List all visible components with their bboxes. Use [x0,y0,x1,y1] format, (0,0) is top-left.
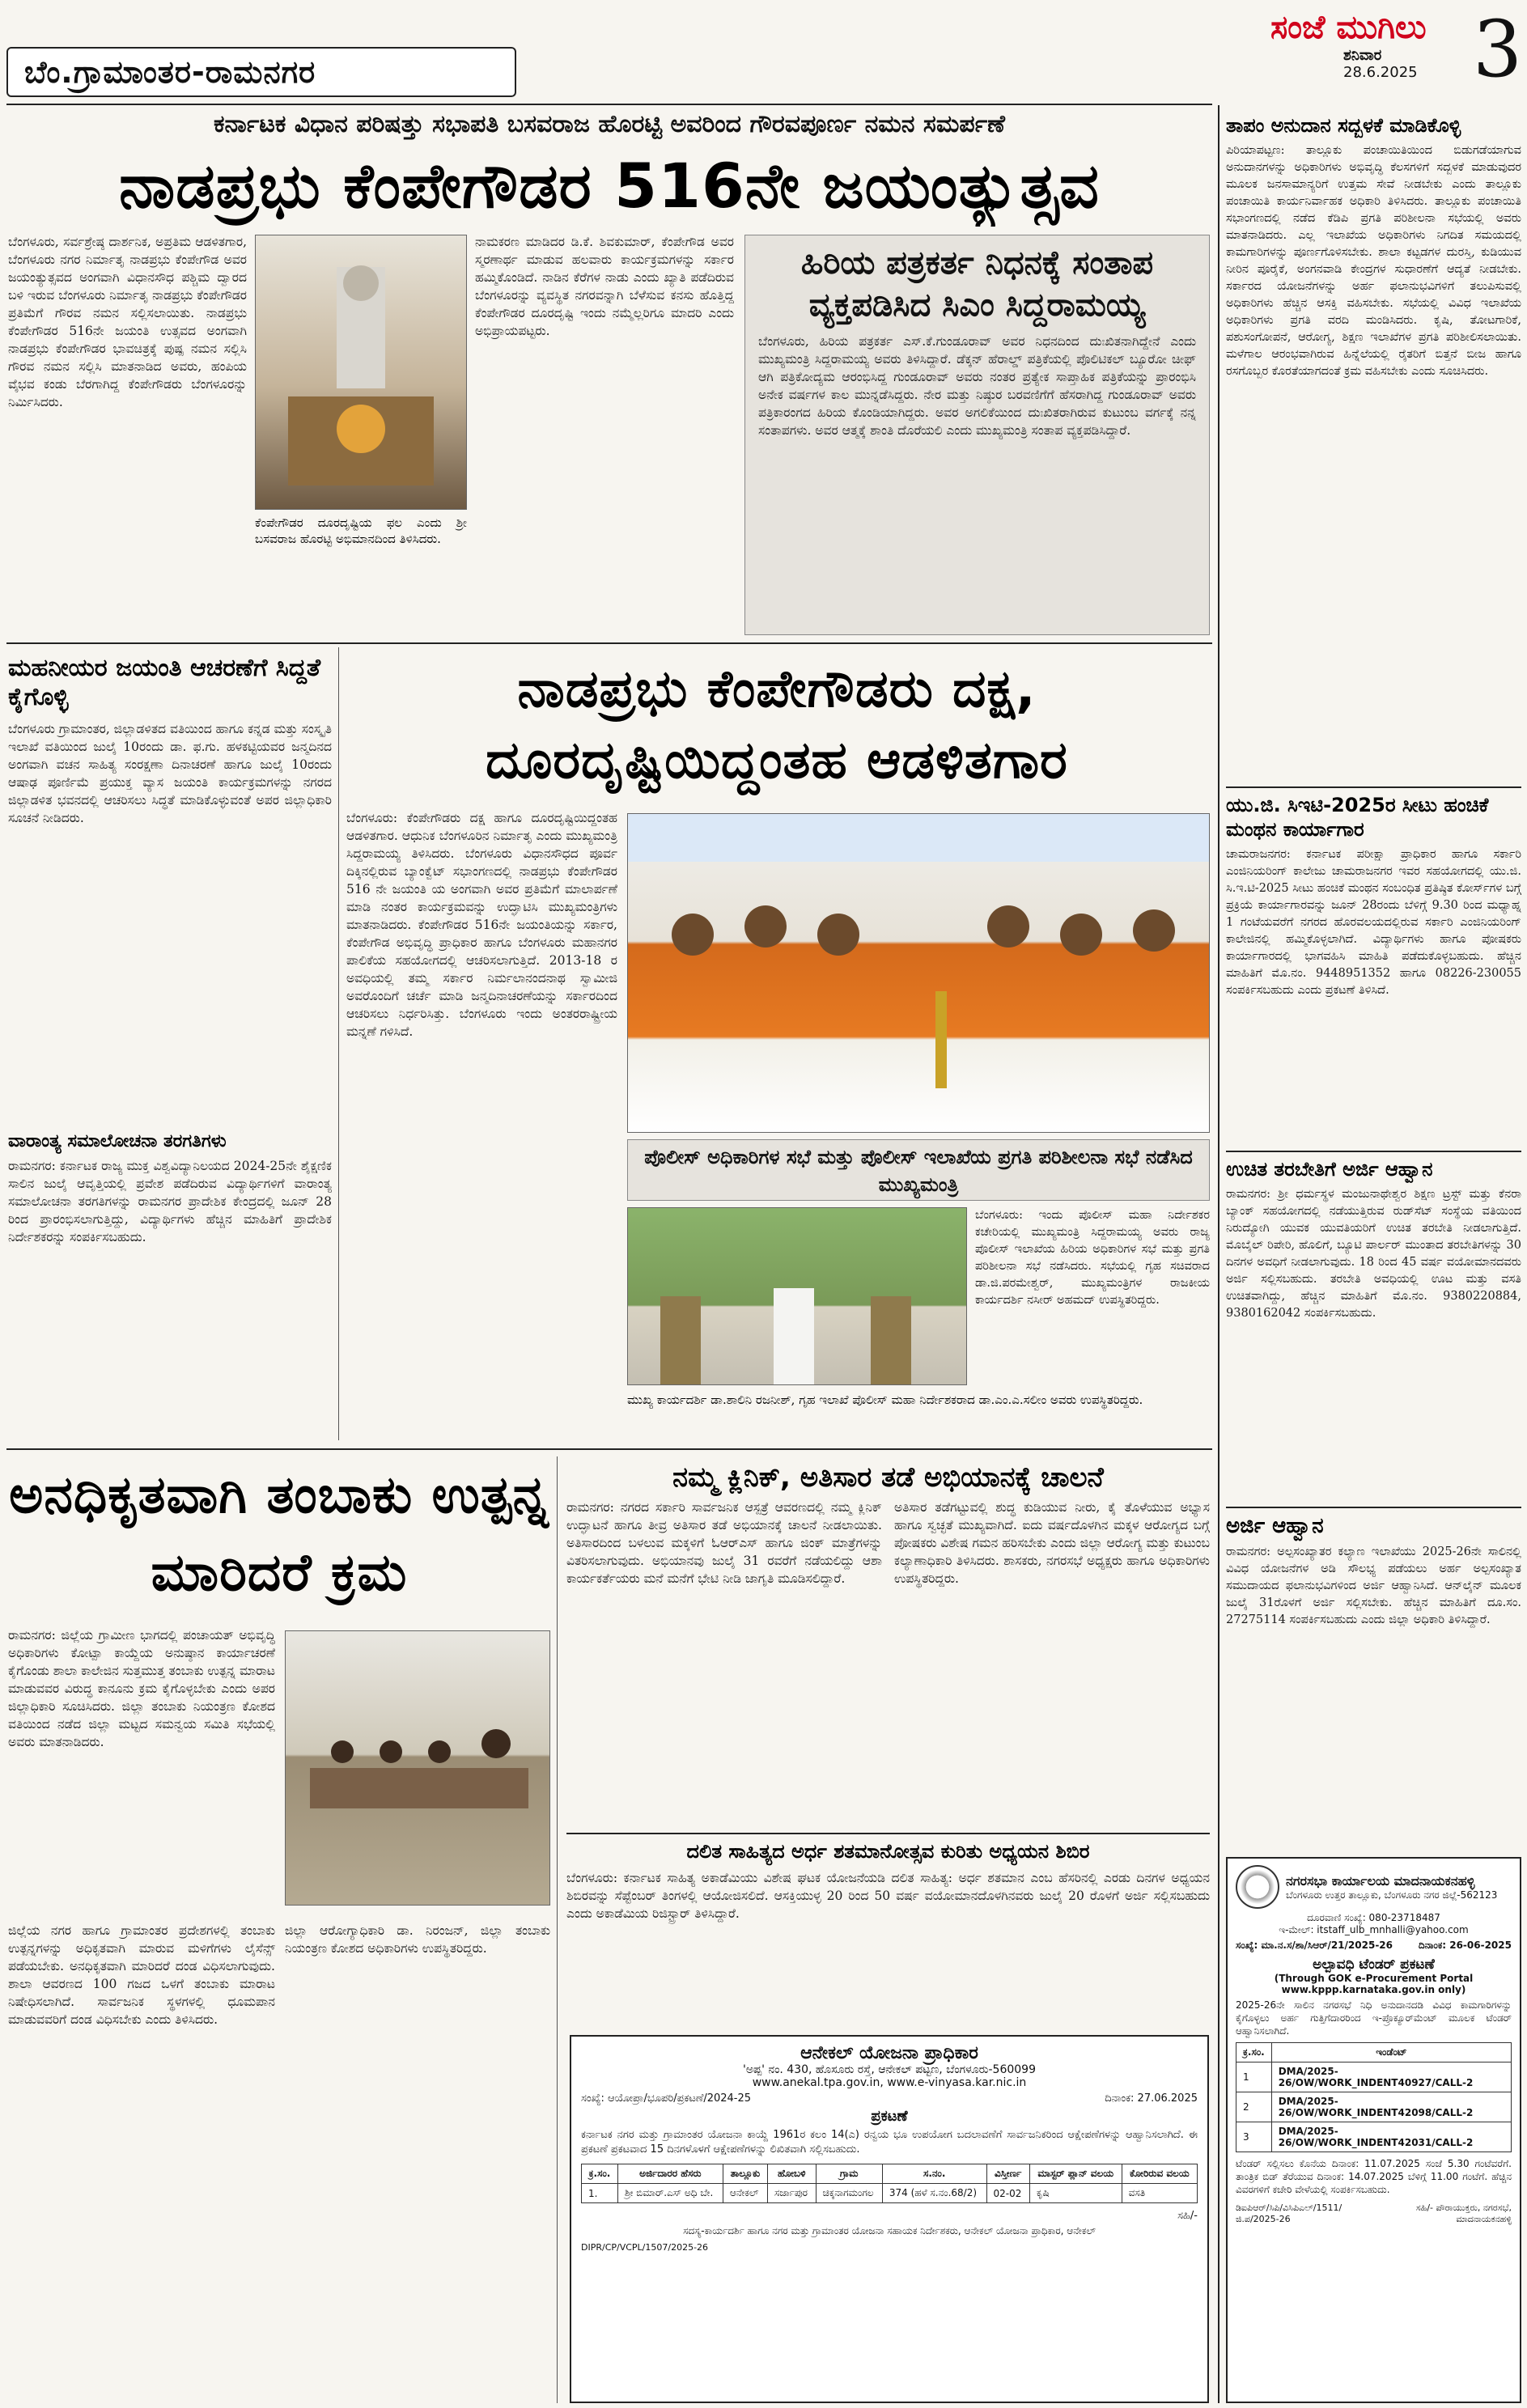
police-photo-icon [628,1207,966,1385]
mahaniyara-headline: ಮಹನೀಯರ ಜಯಂತಿ ಆಚರಣೆಗೆ ಸಿದ್ದತೆ ಕೈಗೊಳ್ಳಿ [8,654,321,711]
th-village: ಗ್ರಾಮ [816,2164,882,2184]
tender-intro: 2025-26ನೇ ಸಾಲಿನ ನಗರಸಭೆ ನಿಧಿ ಅನುದಾನದಡಿ ವಿವಿಧ ಕಾಮಗಾರಿಗಳನ್ನು ಕೈಗೊಳ್ಳಲು ಅರ್ಹ ಗುತ್ತಿಗೆದಾರರಿಂದ ಇ-ಪ್ರೊಕ್ಯೂರ್‌ಮೆಂಟ್ ಮೂಲಕ ಟೆಂಡರ್ ಆಹ್ವಾನಿಸಲಾಗಿದೆ. [1236,1999,1512,2037]
anekal-ref: ಸಂಖ್ಯೆ: ಆಯೋಪ್ರಾ/ಭೂಪರಿ/ಪ್ರಕಟಣೆ/2024-25 [581,2092,752,2105]
tender-ref: ಸಂಖ್ಯೆ: ಮಾ.ನ.ಸ/ಶಾ/ಸಿಆರ್/21/2025-26 [1236,1940,1393,1951]
lead-body-1: ಬೆಂಗಳೂರು, ಸರ್ವಶ್ರೇಷ್ಠ ದಾರ್ಶನಿಕ, ಅಪ್ರತಿಮ ಆಡಳಿತಗಾರ, ಬೆಂಗಳೂರು ನಗರ ನಿರ್ಮಾತೃ ನಾಡಪ್ರಭು ಕೆಂಪೇಗೌಡ ಅವರ ಜಯಂತ್ಯುತ್ಸವದ ಅಂಗವಾಗಿ ವಿಧಾನಸೌಧ ಪಶ್ಚಿಮ ದ್ವಾರದ ಬಳಿ ಇರುವ ಬೆಂಗಳೂರು ನಿರ್ಮಾತೃ ನಾಡಪ್ರಭು ಕೆಂಪೇಗೌಡರ ಪ್ರತಿಮೆಗೆ ಗೌರವ ನಮನ ಸಲ್ಲಿಸಲಾಯಿತು. ನಾಡಪ್ರಭು ಕೆಂಪೇಗೌಡರ 516ನೇ ಜಯಂತಿ ಉತ್ಸವದ ಅಂಗವಾಗಿ ನಾಡಪ್ರಭು ಕೆಂಪೇಗೌಡರ ಭಾವಚಿತ್ರಕ್ಕೆ ಪುಷ್ಪ ನಮನ ಸಲ್ಲಿಸಿ ಗೌರವ ನಮನ ಸಲ್ಲಿಸಿ ಮಾತನಾಡಿದ ಅವರು, ಹಂಪಿಯ ವೈಭವ ಕಂಡು ಬೆರಗಾಗಿದ್ದ ಕೆಂಪೇಗೌಡರು ಬೆಂಗಳೂರನ್ನು ನಿರ್ಮಿಸಿದರು. [8,235,247,409]
tender-org: ನಗರಸಭಾ ಕಾರ್ಯಾಲಯ ಮಾದನಾಯಕನಹಳ್ಳಿ [1286,1872,1475,1889]
clinic-body-2: ಅತಿಸಾರ ತಡೆಗಟ್ಟುವಲ್ಲಿ ಶುದ್ಧ ಕುಡಿಯುವ ನೀರು, ಕೈ ತೊಳೆಯುವ ಅಭ್ಯಾಸ ಹಾಗೂ ಸ್ವಚ್ಛತೆ ಮುಖ್ಯವಾಗಿದೆ. ಐದು ವರ್ಷದೊಳಗಿನ ಮಕ್ಕಳ ಆರೋಗ್ಯದ ಬಗ್ಗೆ ಪೋಷಕರು ವಿಶೇಷ ಗಮನ ಹರಿಸಬೇಕು ಎಂದು ಜಿಲ್ಲಾ ಆರೋಗ್ಯ ಮತ್ತು ಕುಟುಂಬ ಕಲ್ಯಾಣಾಧಿಕಾರಿ ತಿಳಿಸಿದರು. ಶಾಸಕರು, ನಗರಸಭೆ ಅಧ್ಯಕ್ಷರು ಹಾಗೂ ಅಧಿಕಾರಿಗಳು ಉಪಸ್ಥಿತರಿದ್ದರು. [894,1500,1210,1586]
right-item4-body: ರಾಮನಗರ: ಅಲ್ಪಸಂಖ್ಯಾತರ ಕಲ್ಯಾಣ ಇಲಾಖೆಯು 2025-26ನೇ ಸಾಲಿನಲ್ಲಿ ವಿವಿಧ ಯೋಜನೆಗಳ ಅಡಿ ಸೌಲಭ್ಯ ಪಡೆಯಲು ಅರ್ಹ ಅಲ್ಪಸಂಖ್ಯಾತ ಸಮುದಾಯದ ಫಲಾನುಭವಿಗಳಿಂದ ಅರ್ಜಿ ಆಹ್ವಾನಿಸಿದೆ. ಆನ್‌ಲೈನ್ ಮೂಲಕ ಜುಲೈ 31ರೊಳಗೆ ಅರ್ಜಿ ಸಲ್ಲಿಸಬೇಕು. ಹೆಚ್ಚಿನ ಮಾಹಿತಿಗೆ ದೂ.ಸಂ. 27275114 ಸಂಪರ್ಕಿಸಬಹುದು ಎಂದು ಜಿಲ್ಲಾ ಅಧಿಕಾರಿ ತಿಳಿಸಿದ್ದಾರೆ. [1226,1545,1521,1626]
vartha-headline: ವಾರಾಂತ್ಯ ಸಮಾಲೋಚನಾ ತರಗತಿಗಳು [8,1131,227,1151]
anekal-notice [570,2035,1209,2403]
police-headline: ಪೊಲೀಸ್ ಅಧಿಕಾರಿಗಳ ಸಭೆ ಮತ್ತು ಪೊಲೀಸ್ ಇಲಾಖೆಯ ಪ್ರಗತಿ ಪರಿಶೀಲನಾ ಸಭೆ ನಡೆಸಿದ ಮುಖ್ಯಮಂತ್ರಿ [644,1146,1193,1196]
tender-table [1236,2042,1512,2152]
right-item1-headline: ತಾಪಂ ಅನುದಾನ ಸದ್ಬಳಕೆ ಮಾಡಿಕೊಳ್ಳಿ [1226,114,1461,137]
table-row: 1. ಶ್ರೀ ಬಿಮಾರ್.ಎಸ್ ಅಧಿ ಬೇ. ಆನೇಕಲ್ ಸರ್ಜಾಪುರ ಚಿಕ್ಕನಾಗಮಂಗಲ 374 (ಹಳೆ ಸ.ನಂ.68/2) 02-02 ಕೃಷಿ ವಸತಿ [582,2184,1198,2203]
tender-col-indent: ಇಂಡೆಂಟ್ [1271,2043,1511,2062]
clinic-headline: ನಮ್ಮ ಕ್ಲಿನಿಕ್, ಅತಿಸಾರ ತಡೆ ಅಭಿಯಾನಕ್ಕೆ ಚಾಲನೆ [672,1461,1104,1494]
anekal-org: ಆನೇಕಲ್ ಯೋಜನಾ ಪ್ರಾಧಿಕಾರ [800,2043,978,2063]
anekal-sign: ಸಹಿ/- [1177,2210,1198,2222]
tender-footer-left: ಡಿಐಪಿಆರ್/ಸಿಪಿ/ವಿಸಿಪಿಎಲ್/1511/ಜಿ.ಪ/2025-26 [1236,2202,1342,2224]
tobacco-body-3: ಜಿಲ್ಲಾ ಆರೋಗ್ಯಾಧಿಕಾರಿ ಡಾ. ನಿರಂಜನ್, ಜಿಲ್ಲಾ ತಂಬಾಕು ನಿಯಂತ್ರಣ ಕೋಶದ ಅಧಿಕಾರಿಗಳು ಉಪಸ್ಥಿತರಿದ್ದರು. [285,1923,550,1956]
section-label: ಬೆಂ.ಗ್ರಾಮಾಂತರ-ರಾಮನಗರ [24,54,316,90]
th-sno: ಕ್ರ.ಸಂ. [582,2164,618,2184]
police-photo [627,1207,967,1385]
anekal-footer: ಸದಸ್ಯ-ಕಾರ್ಯದರ್ಶಿ ಹಾಗೂ ನಗರ ಮತ್ತು ಗ್ರಾಮಾಂತರ ಯೋಜನಾ ಸಹಾಯಕ ನಿರ್ದೇಶಕರು, ಆನೇಕಲ್ ಯೋಜನಾ ಪ್ರಾಧಿಕಾರ, ಆನೇಕಲ್ [683,2225,1096,2236]
dalita-headline: ದಲಿತ ಸಾಹಿತ್ಯದ ಅರ್ಧ ಶತಮಾನೋತ್ಸವ ಕುರಿತು ಅಧ್ಯಯನ ಶಿಬಿರ [686,1840,1090,1863]
second-body: ಬೆಂಗಳೂರು: ಕೆಂಪೇಗೌಡರು ದಕ್ಷ ಹಾಗೂ ದೂರದೃಷ್ಟಿಯಿದ್ದಂತಹ ಆಡಳಿತಗಾರ. ಆಧುನಿಕ ಬೆಂಗಳೂರಿನ ನಿರ್ಮಾತೃ ಎಂದು ಮುಖ್ಯಮಂತ್ರಿ ಸಿದ್ದರಾಮಯ್ಯ ತಿಳಿಸಿದರು. ಬೆಂಗಳೂರು ವಿಧಾನಸೌಧದ ಪೂರ್ವ ದಿಕ್ಕಿನಲ್ಲಿರುವ ಬ್ಯಾಂಕ್ವೆಟ್ ಸಭಾಂಗಣದಲ್ಲಿ ನಾಡಪ್ರಭು ಕೆಂಪೇಗೌಡರ 516 ನೇ ಜಯಂತಿ ಯ ಅಂಗವಾಗಿ ಅವರ ಪ್ರತಿಮೆಗೆ ಮಾಲಾರ್ಪಣೆ ಮಾಡಿ ನಂತರ ಕಾರ್ಯಕ್ರಮವನ್ನು ಉದ್ಘಾಟಿಸಿ ಮುಖ್ಯಮಂತ್ರಿಗಳು ಮಾತನಾಡಿದರು. ಕೆಂಪೇಗೌಡರ 516ನೇ ಜಯಂತಿಯನ್ನು ಸರ್ಕಾರ, ಕೆಂಪೇಗೌಡ ಅಭಿವೃದ್ಧಿ ಪ್ರಾಧಿಕಾರ ಹಾಗೂ ಬೆಂಗಳೂರು ಮಹಾನಗರ ಪಾಲಿಕೆಯ ಸಹಯೋಗದಲ್ಲಿ ಆಚರಿಸಲಾಗುತ್ತಿದೆ. 2013-18 ರ ಅವಧಿಯಲ್ಲಿ ತಮ್ಮ ಸರ್ಕಾರ ನಿರ್ಮಲಾನಂದನಾಥ ಸ್ವಾಮೀಜಿ ಅವರೊಂದಿಗೆ ಚರ್ಚೆ ಮಾಡಿ ಜನ್ಮದಿನಾಚರಣೆಯನ್ನು ಸರ್ಕಾರದಿಂದ ಆಚರಿಸಲು ನಿರ್ಧರಿಸಿತ್ತು. ಬೆಂಗಳೂರು ಇಂದು ಅಂತರರಾಷ್ಟ್ರೀಯ ಮನ್ನಣೆ ಗಳಿಸಿದೆ. [346,811,617,1039]
tender-col-sno: ಕ್ರ.ಸಂ. [1236,2043,1272,2062]
th-area: ವಿಸ್ತೀರ್ಣ [986,2164,1029,2184]
right-item2-headline: ಯು.ಜಿ. ಸಿಇಟಿ-2025ರ ಸೀಟು ಹಂಚಿಕೆ ಮಂಥನ ಕಾರ್ಯಾಗಾರ [1226,794,1489,841]
clinic-body: ರಾಮನಗರ: ನಗರದ ಸರ್ಕಾರಿ ಸಾರ್ವಜನಿಕ ಆಸ್ಪತ್ರೆ ಆವರಣದಲ್ಲಿ ನಮ್ಮ ಕ್ಲಿನಿಕ್ ಉದ್ಘಾಟನೆ ಹಾಗೂ ತೀವ್ರ ಅತಿಸಾರ ತಡೆ ಅಭಿಯಾನಕ್ಕೆ ಚಾಲನೆ ನೀಡಲಾಯಿತು. ಅತಿಸಾರದಿಂದ ಬಳಲುವ ಮಕ್ಕಳಿಗೆ ಓಆರ್‌ಎಸ್ ಹಾಗೂ ಜಿಂಕ್ ಮಾತ್ರೆಗಳನ್ನು ವಿತರಿಸಲಾಗುವುದು. ಅಭಿಯಾನವು ಜುಲೈ 31 ರವರೆಗೆ ನಡೆಯಲಿದ್ದು ಆಶಾ ಕಾರ್ಯಕರ್ತೆಯರು ಮನೆ ಮನೆಗೆ ಭೇಟಿ ನೀಡಿ ಜಾಗೃತಿ ಮೂಡಿಸಲಿದ್ದಾರೆ. [566,1500,882,1586]
anekal-web: www.anekal.tpa.gov.in, www.e-vinyasa.kar.nic.in [752,2076,1027,2089]
th-zone: ಮಾಸ್ಟರ್ ಪ್ಲಾನ್ ವಲಯ [1029,2164,1122,2184]
tender-dates: ಟೆಂಡರ್ ಸಲ್ಲಿಸಲು ಕೊನೆಯ ದಿನಾಂಕ: 11.07.2025 ಸಂಜೆ 5.30 ಗಂಟೆವರೆಗೆ. ತಾಂತ್ರಿಕ ಬಿಡ್ ತೆರೆಯುವ ದಿನಾಂಕ: 14.07.2025 ಬೆಳಿಗ್ಗೆ 11.00 ಗಂಟೆಗೆ. ಹೆಚ್ಚಿನ ವಿವರಗಳಿಗೆ ಕಚೇರಿ ವೇಳೆಯಲ್ಲಿ ಸಂಪರ್ಕಿಸಬಹುದು. [1236,2158,1512,2195]
right-item4-headline: ಅರ್ಜಿ ಆಹ್ವಾನ [1226,1514,1324,1538]
lead-headline: ನಾಡಪ್ರಭು ಕೆಂಪೇಗೌಡರ 516ನೇ ಜಯಂತ್ಯುತ್ಸವ [119,150,1100,222]
lead-body-2: ನಾಮಕರಣ ಮಾಡಿದರ ಡಿ.ಕೆ. ಶಿವಕುಮಾರ್, ಕೆಂಪೇಗೌಡ ಅವರ ಸ್ಮರಣಾರ್ಥ ಮಾಡುವ ಹಲವಾರು ಕಾರ್ಯಕ್ರಮಗಳನ್ನು ಸರ್ಕಾರ ಹಮ್ಮಿಕೊಂಡಿದೆ. ನಾಡಿನ ಕೆರೆಗಳ ನಾಡು ಎಂದು ಖ್ಯಾತಿ ಪಡೆದಿರುವ ಬೆಂಗಳೂರನ್ನು ವ್ಯವಸ್ಥಿತ ನಗರವನ್ನಾಗಿ ಬೆಳೆಸುವ ಕನಸು ಹೊತ್ತಿದ್ದ ಕೆಂಪೇಗೌಡರ ದೂರದೃಷ್ಟಿ ಇಂದು ನಮ್ಮೆಲ್ಲರಿಗೂ ಮಾದರಿ ಎಂದು ಅಭಿಪ್ರಾಯಪಟ್ಟರು. [475,235,734,338]
table-row: 2 DMA/2025-26/OW/WORK_INDENT42098/CALL-2 [1236,2092,1512,2122]
th-hobli: ಹೋಬಳಿ [768,2164,817,2184]
lead-photo [255,235,467,510]
lead-kicker: ಕರ್ನಾಟಕ ವಿಧಾನ ಪರಿಷತ್ತು ಸಭಾಪತಿ ಬಸವರಾಜ ಹೊರಟ್ಟಿ ಅವರಿಂದ ಗೌರವಪೂರ್ಣ ನಮನ ಸಮರ್ಪಣೆ [213,110,1005,138]
tender-address: ಬೆಂಗಳೂರು ಉತ್ತರ ತಾಲ್ಲೂಕು, ಬೆಂಗಳೂರು ನಗರ ಜಿಲ್ಲೆ-562123 [1286,1889,1498,1901]
emblem-icon [1236,1865,1279,1909]
tobacco-headline: ಅನಧಿಕೃತವಾಗಿ ತಂಬಾಕು ಉತ್ಪನ್ನ ಮಾರಿದರೆ ಕ್ರಮ [9,1465,549,1603]
statue-photo-icon [256,235,466,510]
police-headline-bar [627,1139,1210,1201]
ceremony-photo-icon [628,813,1209,1133]
tender-subtitle: (Through GOK e-Procurement Portal www.kppp.karnataka.gov.in only) [1274,1973,1474,1995]
tobacco-photo [285,1630,550,1906]
second-photo [627,813,1210,1133]
masthead-date: 28.6.2025 [1343,64,1418,81]
police-body: ಬೆಂಗಳೂರು: ಇಂದು ಪೊಲೀಸ್ ಮಹಾ ನಿರ್ದೇಶಕರ ಕಚೇರಿಯಲ್ಲಿ ಮುಖ್ಯಮಂತ್ರಿ ಸಿದ್ದರಾಮಯ್ಯ ಅವರು ರಾಜ್ಯ ಪೊಲೀಸ್ ಇಲಾಖೆಯ ಹಿರಿಯ ಅಧಿಕಾರಿಗಳ ಸಭೆ ಮತ್ತು ಪ್ರಗತಿ ಪರಿಶೀಲನಾ ಸಭೆ ನಡೆಸಿದರು. ಸಭೆಯಲ್ಲಿ ಗೃಹ ಸಚಿವರಾದ ಡಾ.ಜಿ.ಪರಮೇಶ್ವರ್, ಮುಖ್ಯಮಂತ್ರಿಗಳ ರಾಜಕೀಯ ಕಾರ್ಯದರ್ಶಿ ನಸೀರ್ ಅಹಮದ್ ಉಪಸ್ಥಿತರಿದ್ದರು. [975,1209,1210,1307]
police-caption: ಮುಖ್ಯ ಕಾರ್ಯದರ್ಶಿ ಡಾ.ಶಾಲಿನಿ ರಜನೀಶ್, ಗೃಹ ಇಲಾಖೆ ಪೊಲೀಸ್ ಮಹಾ ನಿರ್ದೇಶಕರಾದ ಡಾ.ಎಂ.ಎ.ಸಲೀಂ ಅವರು ಉಪಸ್ಥಿತರಿದ್ದರು. [627,1393,1143,1407]
masthead-name: ಸಂಜೆ ಮುಗಿಲು [1270,9,1427,46]
th-taluk: ತಾಲ್ಲೂಕು [723,2164,767,2184]
table-row: 1 DMA/2025-26/OW/WORK_INDENT40927/CALL-2 [1236,2062,1512,2092]
masthead [1270,8,1473,105]
tender-title: ಅಲ್ಪಾವಧಿ ಟೆಂಡರ್ ಪ್ರಕಟಣೆ [1313,1956,1435,1973]
th-req-zone: ಕೋರಿರುವ ವಲಯ [1122,2164,1197,2184]
section-label-bar [6,47,516,97]
tobacco-body-2: ಜಿಲ್ಲೆಯ ನಗರ ಹಾಗೂ ಗ್ರಾಮಾಂತರ ಪ್ರದೇಶಗಳಲ್ಲಿ ತಂಬಾಕು ಉತ್ಪನ್ನಗಳನ್ನು ಅಧಿಕೃತವಾಗಿ ಮಾರುವ ಮಳಿಗೆಗಳು ಲೈಸೆನ್ಸ್ ಪಡೆಯಬೇಕು. ಅನಧಿಕೃತವಾಗಿ ಮಾರಿದರೆ ದಂಡ ವಿಧಿಸಲಾಗುವುದು. ಶಾಲಾ ಆವರಣದ 100 ಗಜದ ಒಳಗೆ ತಂಬಾಕು ಮಾರಾಟ ನಿಷೇಧಿಸಲಾಗಿದೆ. ಸಾರ್ವಜನಿಕ ಸ್ಥಳಗಳಲ್ಲಿ ಧೂಮಪಾನ ಮಾಡುವವರಿಗೆ ದಂಡ ವಿಧಿಸಬೇಕು ಎಂದು ತಿಳಿಸಿದರು. [8,1923,275,2027]
right-item1-body: ಪಿರಿಯಾಪಟ್ಟಣ: ತಾಲ್ಲೂಕು ಪಂಚಾಯಿತಿಯಿಂದ ಬಿಡುಗಡೆಯಾಗುವ ಅನುದಾನಗಳನ್ನು ಅಧಿಕಾರಿಗಳು ಅಭಿವೃದ್ಧಿ ಕೆಲಸಗಳಿಗೆ ಸದ್ಬಳಕೆ ಮಾಡುವುದರ ಮೂಲಕ ಜನಸಾಮಾನ್ಯರಿಗೆ ಉತ್ತಮ ಸೇವೆ ನೀಡಬೇಕು ಎಂದು ತಾಲ್ಲೂಕು ಪಂಚಾಯಿತಿ ಕಾರ್ಯನಿರ್ವಾಹಕ ಅಧಿಕಾರಿ ತಿಳಿಸಿದರು. ತಾಲ್ಲೂಕು ಪಂಚಾಯಿತಿ ಸಭಾಂಗಣದಲ್ಲಿ ನಡೆದ ಕೆಡಿಪಿ ಪ್ರಗತಿ ಪರಿಶೀಲನಾ ಸಭೆಯಲ್ಲಿ ಅವರು ಮಾತನಾಡಿದರು. ಎಲ್ಲ ಇಲಾಖೆಯ ಅಧಿಕಾರಿಗಳು ನಿಗದಿತ ಸಮಯದಲ್ಲಿ ಕಾಮಗಾರಿಗಳನ್ನು ಪೂರ್ಣಗೊಳಿಸಬೇಕು. ಶಾಲಾ ಕಟ್ಟಡಗಳ ದುರಸ್ತಿ, ಕುಡಿಯುವ ನೀರಿನ ಪೂರೈಕೆ, ಅಂಗನವಾಡಿ ಕೇಂದ್ರಗಳ ಸುಧಾರಣೆಗೆ ಆದ್ಯತೆ ನೀಡಬೇಕು. ಸರ್ಕಾರದ ಯೋಜನೆಗಳನ್ನು ಅರ್ಹ ಫಲಾನುಭವಿಗಳಿಗೆ ತಲುಪಿಸುವಲ್ಲಿ ಅಧಿಕಾರಿಗಳು ಹೆಚ್ಚಿನ ಆಸಕ್ತಿ ವಹಿಸಬೇಕು. ಸಭೆಯಲ್ಲಿ ವಿವಿಧ ಇಲಾಖೆಯ ಅಧಿಕಾರಿಗಳು ಪ್ರಗತಿ ವರದಿ ಮಂಡಿಸಿದರು. ಕೃಷಿ, ತೋಟಗಾರಿಕೆ, ಪಶುಸಂಗೋಪನೆ, ಆರೋಗ್ಯ, ಶಿಕ್ಷಣ ಇಲಾಖೆಗಳ ಪ್ರಗತಿ ಪರಿಶೀಲಿಸಲಾಯಿತು. ಮಳೆಗಾಲ ಆರಂಭವಾಗಿರುವ ಹಿನ್ನೆಲೆಯಲ್ಲಿ ರೈತರಿಗೆ ಬಿತ್ತನೆ ಬೀಜ ಹಾಗೂ ರಸಗೊಬ್ಬರ ಕೊರತೆಯಾಗದಂತೆ ಕ್ರಮ ವಹಿಸಬೇಕು ಎಂದು ಸೂಚಿಸಿದರು. [1226,144,1521,378]
tender-footer-right: ಸಹಿ/- ಪೌರಾಯುಕ್ತರು, ನಗರಸಭೆ, ಮಾದನಾಯಕನಹಳ್ಳಿ [1415,2202,1512,2224]
anekal-dipr: DIPR/CP/VCPL/1507/2025-26 [581,2242,709,2253]
anekal-address: 'ಅಪ್ಪ' ನಂ. 430, ಹೊಸೂರು ರಸ್ತೆ, ಆನೇಕಲ್ ಪಟ್ಟಣ, ಬೆಂಗಳೂರು-560099 [742,2063,1036,2076]
cm-condolence-headline: ಹಿರಿಯ ಪತ್ರಕರ್ತ ನಿಧನಕ್ಕೆ ಸಂತಾಪ ವ್ಯಕ್ತಪಡಿಸಿದ ಸಿಎಂ ಸಿದ್ದರಾಮಯ್ಯ [800,244,1154,324]
page-number: 3 [1473,4,1523,95]
right-item2-body: ಚಾಮರಾಜನಗರ: ಕರ್ನಾಟಕ ಪರೀಕ್ಷಾ ಪ್ರಾಧಿಕಾರ ಹಾಗೂ ಸರ್ಕಾರಿ ಎಂಜಿನಿಯರಿಂಗ್ ಕಾಲೇಜು ಚಾಮರಾಜನಗರ ಇವರ ಸಹಯೋಗದಲ್ಲಿ ಯು.ಜಿ. ಸಿ.ಇ.ಟಿ-2025 ಸೀಟು ಹಂಚಿಕೆ ಮಂಥನ ಸಂಬಂಧಿತ ಪ್ರತಿಷ್ಠಿತ ಕೋರ್ಸ್‌ಗಳ ಬಗ್ಗೆ ಪ್ರಕ್ರಿಯೆ ಕಾರ್ಯಾಗಾರವನ್ನು ಜೂನ್ 28ರಂದು ಬೆಳಿಗ್ಗೆ 9.30 ರಿಂದ ಮಧ್ಯಾಹ್ನ 1 ಗಂಟೆಯವರೆಗೆ ನಗರದ ಹೊರವಲಯದಲ್ಲಿರುವ ಸರ್ಕಾರಿ ಎಂಜಿನಿಯರಿಂಗ್ ಕಾಲೇಜಿನಲ್ಲಿ ಹಮ್ಮಿಕೊಳ್ಳಲಾಗಿದೆ. ವಿದ್ಯಾರ್ಥಿಗಳು ಹಾಗೂ ಪೋಷಕರು ಕಾರ್ಯಾಗಾರದಲ್ಲಿ ಭಾಗವಹಿಸಿ ಮಾಹಿತಿ ಪಡೆದುಕೊಳ್ಳಬಹುದು. ಹೆಚ್ಚಿನ ಮಾಹಿತಿಗೆ ಮೊ.ನಂ. 9448951352 ಹಾಗೂ 08226-230055 ಸಂಪರ್ಕಿಸಬಹುದು ಎಂದು ಪ್ರಕಟಣೆ ತಿಳಿಸಿದೆ. [1226,848,1521,997]
dalita-body: ಬೆಂಗಳೂರು: ಕರ್ನಾಟಕ ಸಾಹಿತ್ಯ ಅಕಾಡೆಮಿಯು ವಿಶೇಷ ಘಟಕ ಯೋಜನೆಯಡಿ ದಲಿತ ಸಾಹಿತ್ಯ: ಅರ್ಧ ಶತಮಾನ ಎಂಬ ಹೆಸರಿನಲ್ಲಿ ಎರಡು ದಿನಗಳ ಅಧ್ಯಯನ ಶಿಬಿರವನ್ನು ಸೆಪ್ಟೆಂಬರ್ ತಿಂಗಳಲ್ಲಿ ಆಯೋಜಿಸಲಿದೆ. ಆಸಕ್ತಿಯುಳ್ಳ 20 ರಿಂದ 50 ವರ್ಷ ವಯೋಮಾನದೊಳಗಿನವರು ಜುಲೈ 20 ರೊಳಗೆ ಅರ್ಜಿ ಸಲ್ಲಿಸಬಹುದು ಎಂದು ಅಕಾಡೆಮಿಯ ರಿಜಿಸ್ಟ್ರಾರ್ ತಿಳಿಸಿದ್ದಾರೆ. [566,1871,1210,1921]
meeting-photo-icon [286,1630,549,1906]
right-item3-body: ರಾಮನಗರ: ಶ್ರೀ ಧರ್ಮಸ್ಥಳ ಮಂಜುನಾಥೇಶ್ವರ ಶಿಕ್ಷಣ ಟ್ರಸ್ಟ್ ಮತ್ತು ಕೆನರಾ ಬ್ಯಾಂಕ್ ಸಹಯೋಗದಲ್ಲಿ ನಡೆಯುತ್ತಿರುವ ರುಡ್‌ಸೆಟ್ ಸಂಸ್ಥೆಯ ವತಿಯಿಂದ ನಿರುದ್ಯೋಗಿ ಯುವಕ ಯುವತಿಯರಿಗೆ ಉಚಿತ ತರಬೇತಿ ನೀಡಲಾಗುತ್ತಿದೆ. ಮೊಬೈಲ್ ರಿಪೇರಿ, ಹೊಲಿಗೆ, ಬ್ಯೂಟಿ ಪಾರ್ಲರ್ ಮುಂತಾದ ತರಬೇತಿಗಳನ್ನು 30 ದಿನಗಳ ಅವಧಿಗೆ ನೀಡಲಾಗುವುದು. 18 ರಿಂದ 45 ವರ್ಷ ವಯೋಮಾನದವರು ಅರ್ಜಿ ಸಲ್ಲಿಸಬಹುದು. ತರಬೇತಿ ಅವಧಿಯಲ್ಲಿ ಊಟ ಮತ್ತು ವಸತಿ ಉಚಿತವಾಗಿದ್ದು, ಹೆಚ್ಚಿನ ಮಾಹಿತಿಗೆ ಮೊ.ನಂ. 9380220884, 9380162042 ಸಂಪರ್ಕಿಸಬಹುದು. [1226,1188,1521,1320]
right-item3-headline: ಉಚಿತ ತರಬೇತಿಗೆ ಅರ್ಜಿ ಆಹ್ವಾನ [1226,1158,1433,1181]
tender-phone: ದೂರವಾಣಿ ಸಂಖ್ಯೆ: 080-23718487 [1307,1912,1440,1923]
th-survey: ಸ.ನಂ. [882,2164,986,2184]
th-applicant: ಅರ್ಜಿದಾರರ ಹೆಸರು [617,2164,723,2184]
right-col [1226,113,1521,1845]
mahaniyara-body: ಬೆಂಗಳೂರು ಗ್ರಾಮಾಂತರ, ಜಿಲ್ಲಾಡಳಿತದ ವತಿಯಿಂದ ಹಾಗೂ ಕನ್ನಡ ಮತ್ತು ಸಂಸ್ಕೃತಿ ಇಲಾಖೆ ವತಿಯಿಂದ ಜುಲೈ 10ರಂದು ಡಾ. ಫ.ಗು. ಹಳಕಟ್ಟಿಯವರ ಜನ್ಮದಿನದ ಅಂಗವಾಗಿ ವಚನ ಸಾಹಿತ್ಯ ಸಂರಕ್ಷಣಾ ದಿನಾಚರಣೆ ಹಾಗೂ ಜುಲೈ 10ರಂದು ಆಷಾಢ ಪೂರ್ಣಿಮೆ ಪ್ರಯುಕ್ತ ವ್ಯಾಸ ಜಯಂತಿ ಕಾರ್ಯಕ್ರಮಗಳನ್ನು ನಗರದ ಜಿಲ್ಲಾಡಳಿತ ಭವನದಲ್ಲಿ ಆಚರಿಸಲು ಸಿದ್ಧತೆ ಮಾಡಿಕೊಳ್ಳುವಂತೆ ಅಪರ ಜಿಲ್ಲಾಧಿಕಾರಿ ಸೂಚನೆ ನೀಡಿದರು. [8,722,332,825]
cm-condolence-body: ಬೆಂಗಳೂರು, ಹಿರಿಯ ಪತ್ರಕರ್ತ ಎಸ್.ಕೆ.ಗುಂಡೂರಾವ್ ಅವರ ನಿಧನದಿಂದ ದುಃಖಿತನಾಗಿದ್ದೇನೆ ಎಂದು ಮುಖ್ಯಮಂತ್ರಿ ಸಿದ್ದರಾಮಯ್ಯ ಅವರು ತಿಳಿಸಿದ್ದಾರೆ. ಡೆಕ್ಕನ್ ಹೆರಾಲ್ಡ್ ಪತ್ರಿಕೆಯಲ್ಲಿ ಪೊಲಿಟಿಕಲ್ ಬ್ಯೂರೋ ಚೀಫ್ ಆಗಿ ಪತ್ರಿಕೋದ್ಯಮ ಆರಂಭಿಸಿದ್ದ ಗುಂಡೂರಾವ್ ಅವರು ನಂತರ ಪ್ರತ್ಯೇಕ ಸಾಪ್ತಾಹಿಕ ಪತ್ರಿಕೆಯನ್ನು ಪ್ರಾರಂಭಿಸಿ ಅನೇಕ ವರ್ಷಗಳ ಕಾಲ ಮುನ್ನಡೆಸಿದ್ದರು. ನೇರ ಮತ್ತು ನಿಷ್ಠುರ ಬರವಣಿಗೆಗೆ ಹೆಸರಾಗಿದ್ದ ಗುಂಡೂರಾವ್ ಅವರು ಪತ್ರಿಕಾರಂಗದ ಹಿರಿಯ ಕೊಂಡಿಯಾಗಿದ್ದರು. ಅವರ ಅಗಲಿಕೆಯಿಂದ ದುಃಖಿತರಾಗಿರುವ ಕುಟುಂಬ ವರ್ಗಕ್ಕೆ ನನ್ನ ಸಂತಾಪಗಳು. ಅವರ ಆತ್ಮಕ್ಕೆ ಶಾಂತಿ ದೊರೆಯಲಿ ಎಂದು ಮುಖ್ಯಮಂತ್ರಿ ಸಂತಾಪ ವ್ಯಕ್ತಪಡಿಸಿದ್ದಾರೆ. [758,334,1196,438]
tender-email: ಇ-ಮೇಲ್: itstaff_ulb_mnhalli@yahoo.com [1279,1924,1469,1935]
cm-condolence-box [744,235,1210,635]
tender-date: ದಿನಾಂಕ: 26-06-2025 [1418,1940,1512,1951]
lead-photo-caption: ಕೆಂಪೇಗೌಡರ ದೂರದೃಷ್ಟಿಯ ಫಲ ಎಂದು ಶ್ರೀ ಬಸವರಾಜ ಹೊರಟ್ಟಿ ಅಭಿಮಾನದಿಂದ ತಿಳಿಸಿದರು. [255,515,467,546]
anekal-date: ದಿನಾಂಕ: 27.06.2025 [1105,2092,1198,2105]
second-headline: ನಾಡಪ್ರಭು ಕೆಂಪೇಗೌಡರು ದಕ್ಷ, ದೂರದೃಷ್ಟಿಯಿದ್ದಂತಹ ಆಡಳಿತಗಾರ [486,659,1068,791]
anekal-text: ಕರ್ನಾಟಕ ನಗರ ಮತ್ತು ಗ್ರಾಮಾಂತರ ಯೋಜನಾ ಕಾಯ್ದೆ 1961ರ ಕಲಂ 14(ಎ) ರನ್ವಯ ಭೂ ಉಪಯೋಗ ಬದಲಾವಣೆಗೆ ಸಾರ್ವಜನಿಕರಿಂದ ಆಕ್ಷೇಪಣೆಗಳನ್ನು ಆಹ್ವಾನಿಸಲಾಗಿದೆ. ಈ ಪ್ರಕಟಣೆ ಪ್ರಕಟವಾದ 15 ದಿನಗಳೊಳಗೆ ಆಕ್ಷೇಪಣೆಗಳನ್ನು ಲಿಖಿತವಾಗಿ ಸಲ್ಲಿಸಬಹುದು. [581,2129,1198,2156]
masthead-day: ಶನಿವಾರ [1343,47,1382,64]
vartha-body: ರಾಮನಗರ: ಕರ್ನಾಟಕ ರಾಜ್ಯ ಮುಕ್ತ ವಿಶ್ವವಿದ್ಯಾನಿಲಯದ 2024-25ನೇ ಶೈಕ್ಷಣಿಕ ಸಾಲಿನ ಜುಲೈ ಆವೃತ್ತಿಯಲ್ಲಿ ಪ್ರವೇಶ ಪಡೆದಿರುವ ವಿದ್ಯಾರ್ಥಿಗಳಿಗೆ ವಾರಾಂತ್ಯ ಸಮಾಲೋಚನಾ ತರಗತಿಗಳನ್ನು ರಾಮನಗರ ಪ್ರಾದೇಶಿಕ ಕೇಂದ್ರದಲ್ಲಿ ಜೂನ್ 28 ರಿಂದ ಪ್ರಾರಂಭಿಸಲಾಗುತ್ತಿದ್ದು, ವಿದ್ಯಾರ್ಥಿಗಳು ಹೆಚ್ಚಿನ ಮಾಹಿತಿಗೆ ಪ್ರಾದೇಶಿಕ ನಿರ್ದೇಶಕರನ್ನು ಸಂಪರ್ಕಿಸಬಹುದು. [8,1159,332,1244]
tobacco-body: ರಾಮನಗರ: ಜಿಲ್ಲೆಯ ಗ್ರಾಮೀಣ ಭಾಗದಲ್ಲಿ ಪಂಚಾಯತ್ ಅಭಿವೃದ್ಧಿ ಅಧಿಕಾರಿಗಳು ಕೋಟ್ಪಾ ಕಾಯ್ದೆಯ ಅನುಷ್ಠಾನ ಕಾರ್ಯಾಚರಣೆ ಕೈಗೊಂಡು ಶಾಲಾ ಕಾಲೇಜಿನ ಸುತ್ತಮುತ್ತ ತಂಬಾಕು ಉತ್ಪನ್ನ ಮಾರಾಟ ಮಾಡುವವರ ವಿರುದ್ಧ ಕಾನೂನು ಕ್ರಮ ಕೈಗೊಳ್ಳಬೇಕು ಎಂದು ಅಪರ ಜಿಲ್ಲಾಧಿಕಾರಿ ಸೂಚಿಸಿದರು. ಜಿಲ್ಲಾ ತಂಬಾಕು ನಿಯಂತ್ರಣ ಕೋಶದ ವತಿಯಿಂದ ನಡೆದ ಜಿಲ್ಲಾ ಮಟ್ಟದ ಸಮನ್ವಯ ಸಮಿತಿ ಸಭೆಯಲ್ಲಿ ಅವರು ಮಾತನಾಡಿದರು. [8,1628,275,1749]
table-row: 3 DMA/2025-26/OW/WORK_INDENT42031/CALL-2 [1236,2122,1512,2152]
anekal-table [581,2164,1198,2203]
anekal-title: ಪ್ರಕಟಣೆ [871,2108,908,2125]
tender-notice [1226,1857,1521,2403]
